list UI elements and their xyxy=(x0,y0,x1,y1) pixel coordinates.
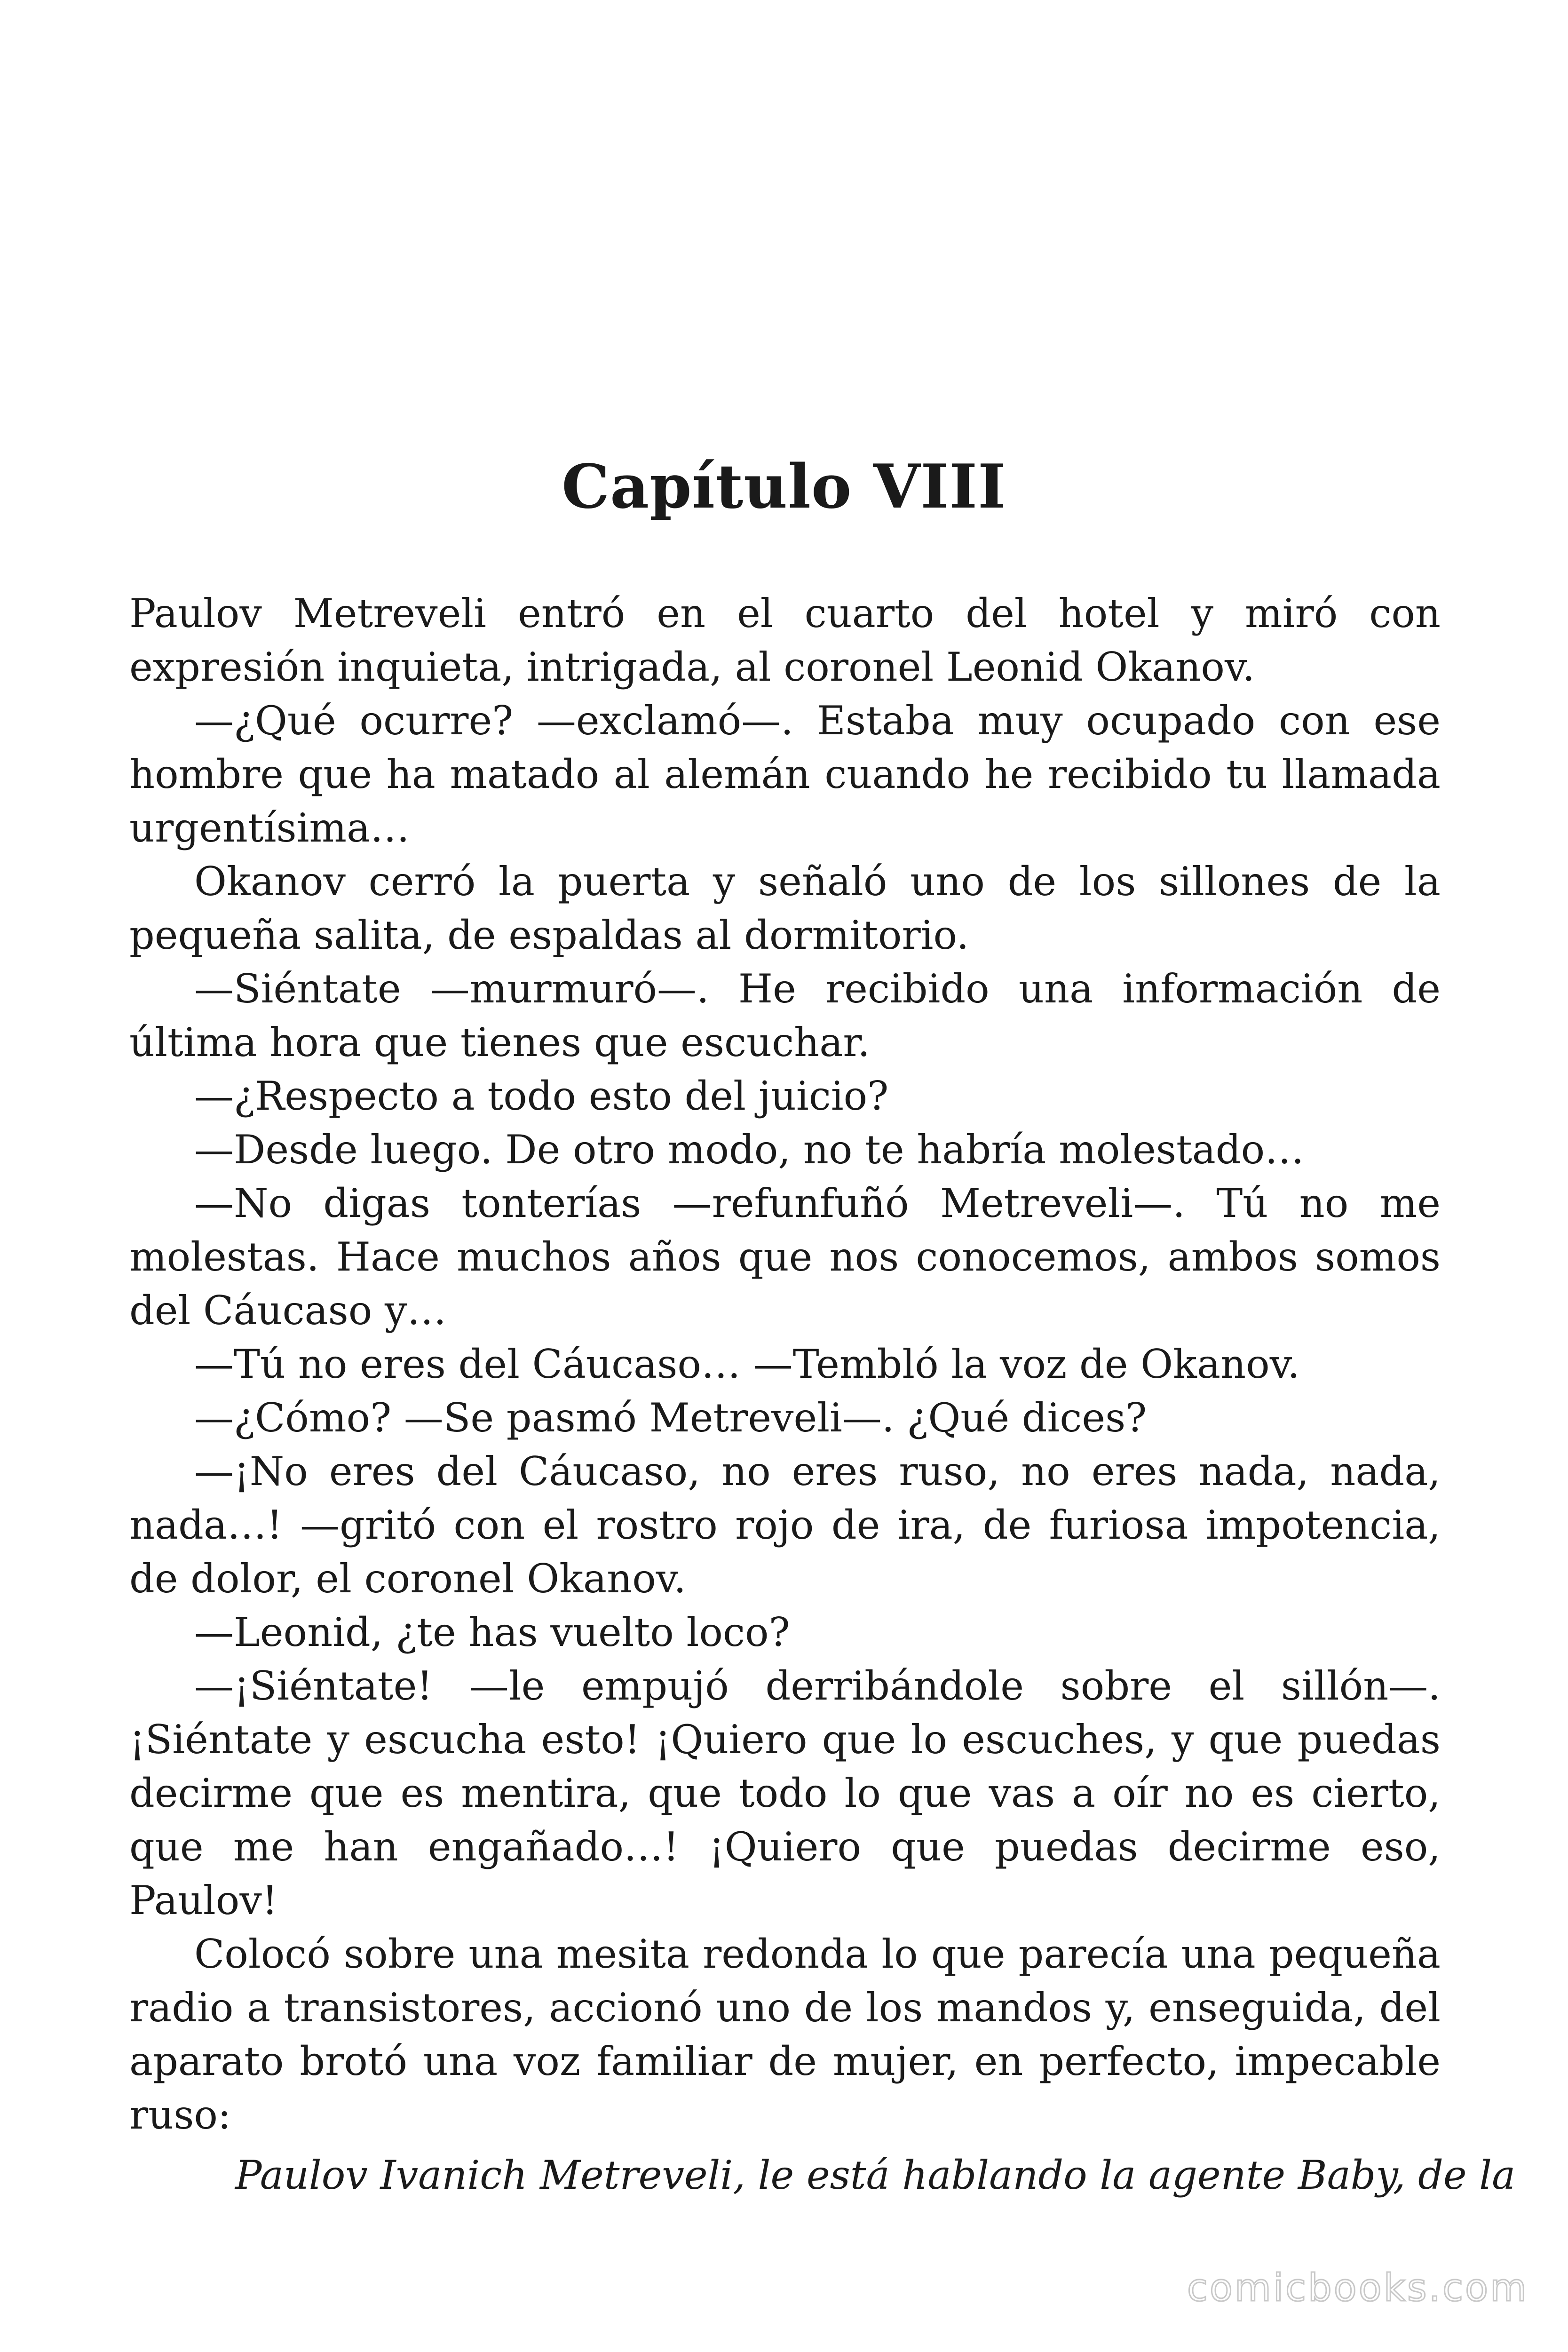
paragraph: Colocó sobre una mesita redonda lo que parecía una pequeña radio a transistores, accionó uno de los mandos y, enseguida, del aparato brotó una voz familiar de mujer, en perfecto, impecable ruso: xyxy=(129,1931,1441,2138)
paragraph: —¡No eres del Cáucaso, no eres ruso, no eres nada, nada, nada…! —gritó con el rostro rojo de ira, de furiosa impotencia, de dolor, el coronel Okanov. xyxy=(129,1448,1441,1602)
paragraph: —¡Siéntate! —le empujó derribándole sobre el sillón—. ¡Siéntate y escucha esto! ¡Quiero que lo escuches, y que puedas decirme que es mentira, que todo lo que vas a oír no es cierto, que me han engañado…! ¡Quiero que puedas decirme eso, Paulov! xyxy=(129,1663,1441,1923)
paragraph: —¿Qué ocurre? —exclamó—. Estaba muy ocupado con ese hombre que ha matado al alemán cuando he recibido tu llamada urgentísima… xyxy=(129,698,1441,851)
italic-quote: Paulov Ivanich Metreveli, le está hablando la agente Baby, de la xyxy=(235,2152,1516,2198)
paragraph: —Leonid, ¿te has vuelto loco? xyxy=(194,1609,790,1655)
chapter-body xyxy=(129,587,1441,2142)
paragraph: —¿Respecto a todo esto del juicio? xyxy=(194,1073,889,1119)
paragraph: Okanov cerró la puerta y señaló uno de los sillones de la pequeña salita, de espaldas al dormitorio. xyxy=(129,858,1441,958)
paragraph: —Tú no eres del Cáucaso… —Tembló la voz de Okanov. xyxy=(194,1341,1300,1387)
chapter-title: Capítulo VIII xyxy=(562,452,1006,522)
watermark-logo: comicbooks.com xyxy=(1187,2266,1528,2310)
paragraph: —No digas tonterías —refunfuñó Metreveli—. Tú no me molestas. Hace muchos años que nos conocemos, ambos somos del Cáucaso y… xyxy=(129,1180,1441,1334)
paragraph: —Desde luego. De otro modo, no te habría molestado… xyxy=(194,1127,1305,1173)
paragraph: —¿Cómo? —Se pasmó Metreveli—. ¿Qué dices? xyxy=(194,1395,1147,1441)
paragraph: Paulov Metreveli entró en el cuarto del hotel y miró con expresión inquieta, intrigada, al coronel Leonid Okanov. xyxy=(129,590,1441,690)
paragraph: —Siéntate —murmuró—. He recibido una información de última hora que tienes que escuchar. xyxy=(129,966,1441,1065)
